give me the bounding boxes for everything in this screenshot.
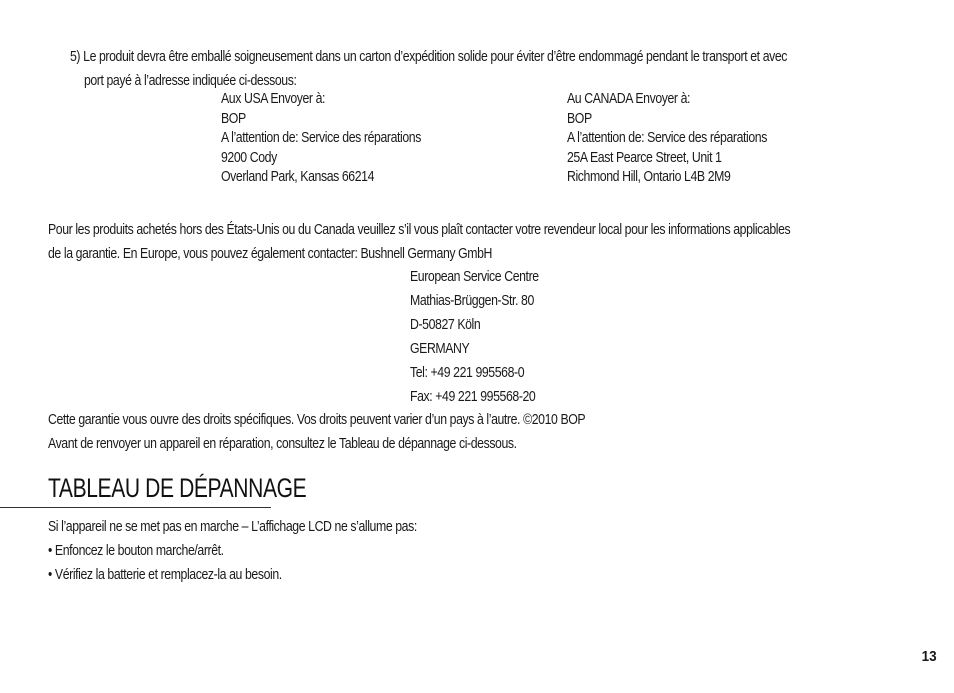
troubleshooting-heading: TABLEAU DE DÉPANNAGE bbox=[48, 473, 307, 503]
europe-address-line: GERMANY bbox=[410, 340, 470, 357]
europe-address-line: Mathias-Brüggen-Str. 80 bbox=[410, 292, 534, 309]
europe-address-line: European Service Centre bbox=[410, 268, 539, 285]
step-5-number: 5) bbox=[70, 48, 81, 65]
usa-address-block bbox=[221, 89, 421, 187]
troubleshooting-bullet: • Vérifiez la batterie et remplacez-la au besoin. bbox=[48, 566, 282, 583]
troubleshooting-bullet: • Enfoncez le bouton marche/arrêt. bbox=[48, 542, 224, 559]
canada-address-street: 25A East Pearce Street, Unit 1 bbox=[567, 148, 722, 166]
usa-address-heading: Aux USA Envoyer à: bbox=[221, 90, 326, 107]
europe-address-line: Tel: +49 221 995568-0 bbox=[410, 364, 525, 381]
usa-address-city: Overland Park, Kansas 66214 bbox=[221, 168, 375, 185]
rights-statement: Cette garantie vous ouvre des droits spécifiques. Vos droits peuvent varier d’un pays à l’autre. ©2010 BOP bbox=[48, 411, 586, 428]
step-5-line-2: port payé à l’adresse indiquée ci-dessous: bbox=[83, 72, 297, 89]
canada-address-heading: Au CANADA Envoyer à: bbox=[567, 90, 691, 107]
outside-us-canada-paragraph bbox=[48, 218, 909, 266]
europe-address-line: D-50827 Köln bbox=[410, 316, 481, 333]
europe-address-line: Fax: +49 221 995568-20 bbox=[410, 388, 536, 405]
canada-address-city: Richmond Hill, Ontario L4B 2M9 bbox=[567, 168, 731, 185]
page-number: 13 bbox=[921, 648, 937, 665]
canada-address-attention: A l’attention de: Service des réparations bbox=[567, 129, 767, 146]
outside-paragraph-line-1: Pour les produits achetés hors des États-Unis ou du Canada veuillez s’il vous plaît contacter votre revendeur local pour les informations applicables bbox=[48, 221, 791, 238]
step-5-line-1: Le produit devra être emballé soigneusement dans un carton d’expédition solide pour éviter d’être endommagé pendant le transport et avec bbox=[83, 48, 788, 65]
step-5-instructions bbox=[70, 45, 915, 93]
usa-address-street: 9200 Cody bbox=[221, 148, 277, 166]
before-return-note: Avant de renvoyer un appareil en réparation, consultez le Tableau de dépannage ci-dessous. bbox=[48, 435, 517, 452]
canada-address-block bbox=[567, 89, 767, 187]
outside-paragraph-line-2: de la garantie. En Europe, vous pouvez également contacter: Bushnell Germany GmbH bbox=[48, 245, 493, 262]
europe-address-block bbox=[410, 265, 539, 409]
canada-address-company: BOP bbox=[567, 109, 592, 127]
troubleshooting-issue: Si l’appareil ne se met pas en marche – L’affichage LCD ne s’allume pas: bbox=[48, 518, 417, 535]
heading-underline bbox=[0, 507, 271, 508]
usa-address-company: BOP bbox=[221, 109, 246, 127]
usa-address-attention: A l’attention de: Service des réparations bbox=[221, 129, 421, 146]
